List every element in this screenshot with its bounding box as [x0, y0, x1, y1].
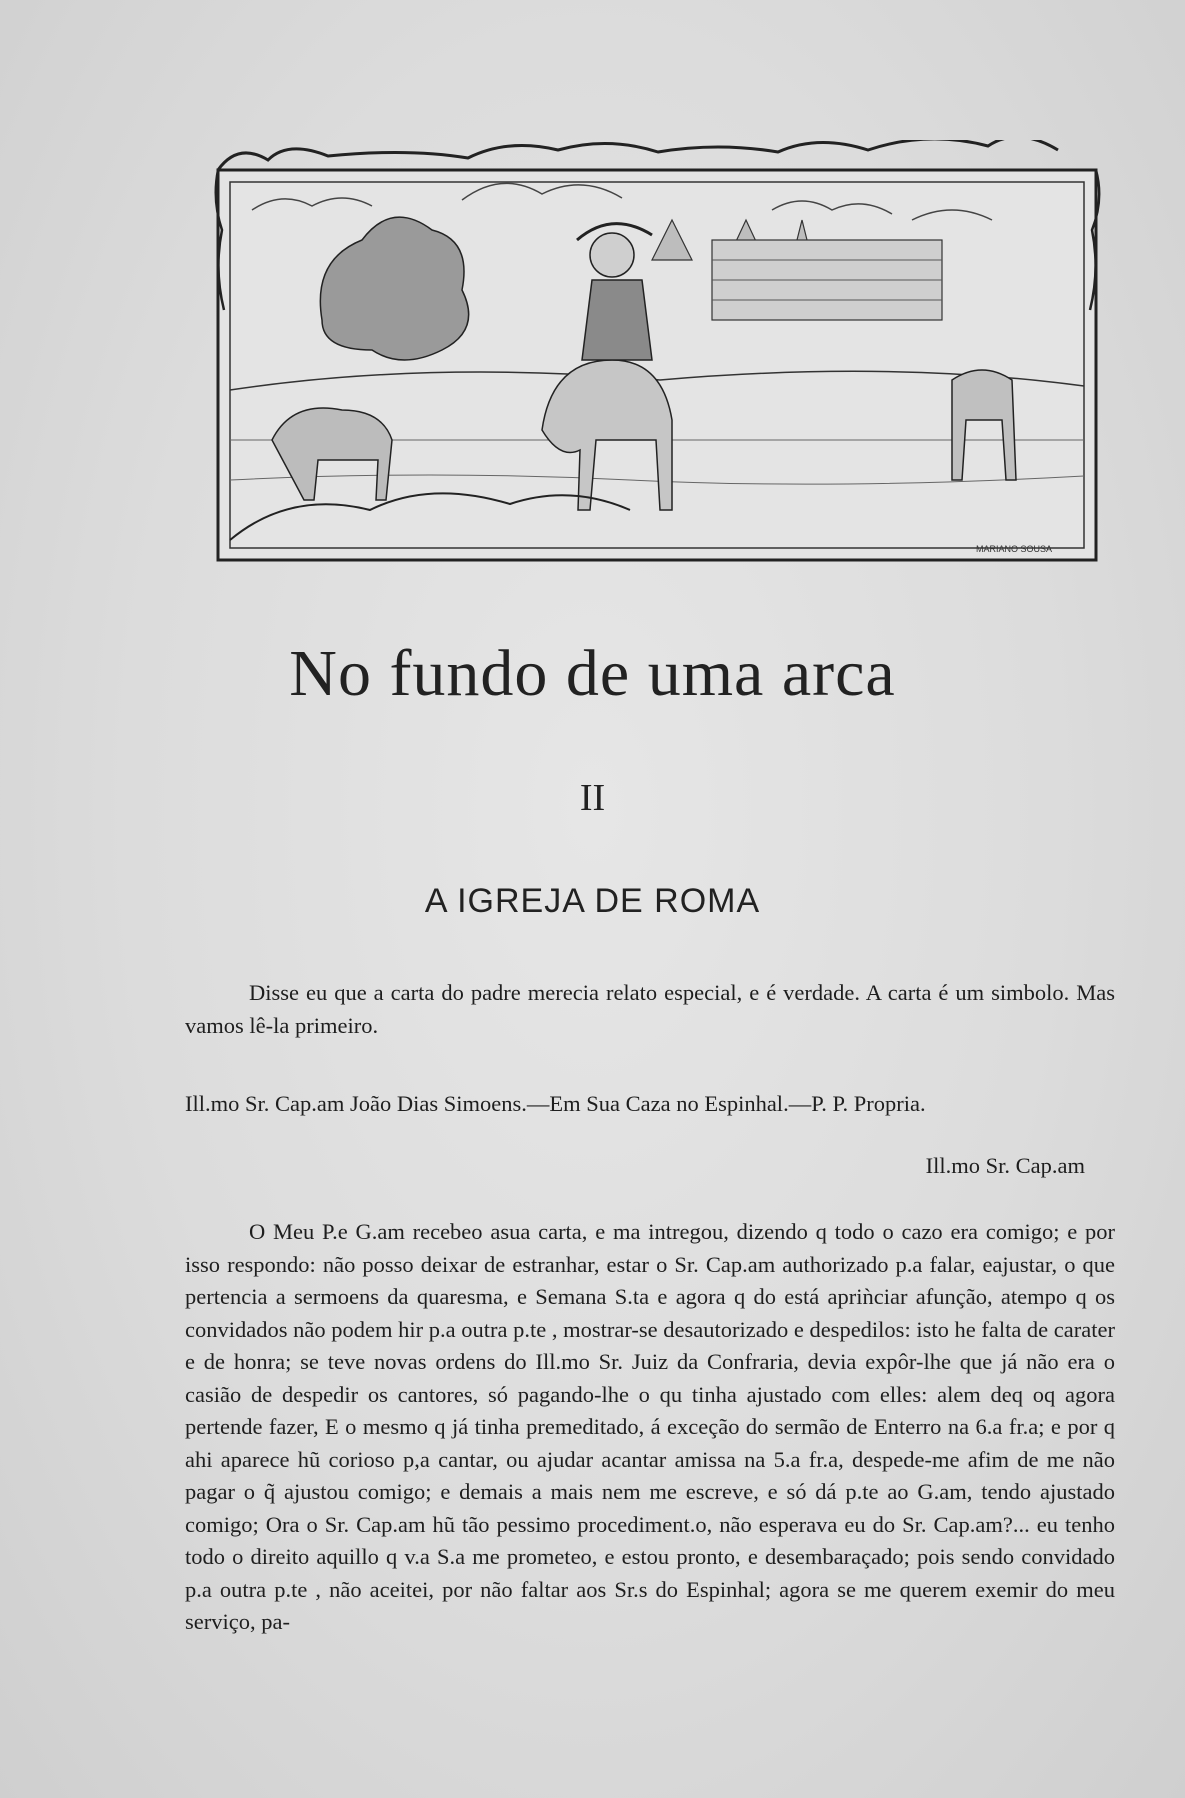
- engraving-illustration: [212, 140, 1102, 570]
- intro-paragraph: Disse eu que a carta do padre merecia relato especial, e é verdade. A carta é um simbolo. Mas vamos lê-la primeiro.: [185, 980, 1115, 1038]
- engraving-landscape-icon: [212, 140, 1102, 570]
- page-title: No fundo de uma arca: [289, 637, 896, 710]
- letter-body: O Meu P.e G.am recebeo asua carta, e ma intregou, dizendo q todo o cazo era comigo; e por isso respondo: não posso deixar de estranhar, estar o Sr. Cap.am authorizado p.a falar, eajustar, o que pertencia a sermoens da quaresma, e Semana S.ta e agora q do está apriǹciar afunção, atempo q os convidados não podem hir p.a outra p.te , mostrar-se desautorizado e despedilos: isto he falta de carater e de honra; se teve novas ordens do Ill.mo Sr. Juiz da Confraria, devia expôr-lhe que já não era o casião de despedir os cantores, só pagando-lhe o qu tinha ajustado com elles: alem deq oq agora pertende fazer, E o mesmo q já tinha premeditado, á exceção do sermão de Enterro na 6.a fr.a; e por q ahi aparece hũ corioso p,a cantar, ou ajudar acantar amissa na 5.a fr.a, despede-me afim de me não pagar o q̃ ajustou comigo; e demais a mais nem me escreve, e só dá p.te ao G.am, tendo ajustado comigo; Ora o Sr. Cap.am hũ tão pessimo procediment.o, não esperava eu do Sr. Cap.am?... eu tenho todo o direito aquillo q v.a S.a me prometeo, e estou pronto, e desembaraçado; pois sendo convidado p.a outra p.te , não aceitei, por não faltar aos Sr.s do Espinhal; agora se me querem exemir do meu serviço, pa-: [185, 1219, 1115, 1634]
- chapter-number: II: [579, 777, 606, 819]
- svg-text:MARIANO SOUSA: MARIANO SOUSA: [975, 544, 1052, 554]
- letter-address: Ill.mo Sr. Cap.am João Dias Simoens.—Em Sua Caza no Espinhal.—P. P. Propria.: [185, 1091, 926, 1116]
- letter-salutation: Ill.mo Sr. Cap.am: [925, 1153, 1085, 1178]
- chapter-title: A IGREJA DE ROMA: [424, 882, 761, 920]
